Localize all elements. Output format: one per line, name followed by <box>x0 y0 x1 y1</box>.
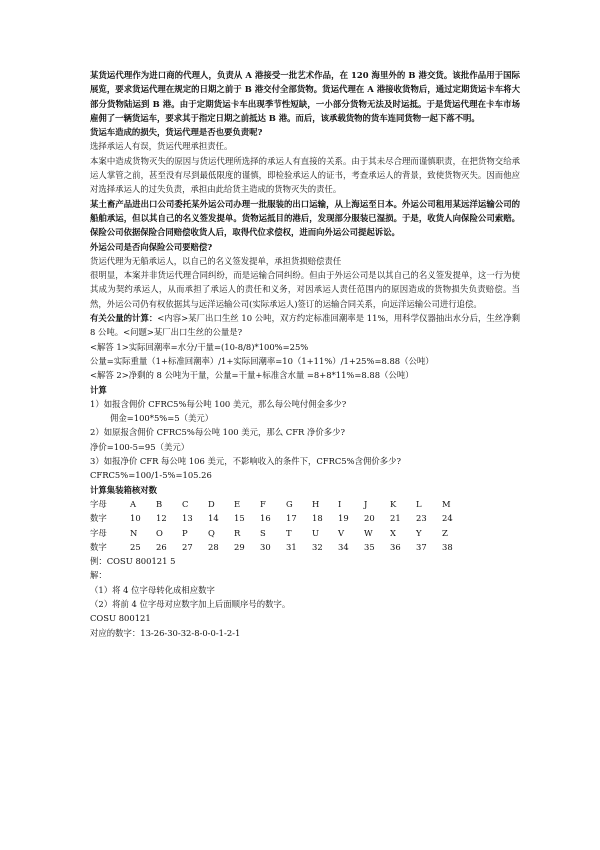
table-cell: 25 <box>130 541 141 552</box>
case2-question: 外运公司是否向保险公司要赔偿? <box>90 241 213 252</box>
table-cell: 13 <box>182 513 193 524</box>
commission-q1: 1）如报含佣价 CFRC5%每公吨 100 美元，那么每公吨付佣金多少? <box>90 398 347 409</box>
table-cell: X <box>390 527 396 538</box>
table-cell: K <box>390 498 397 509</box>
letter-row <box>90 526 468 540</box>
table-cell: 36 <box>390 541 401 552</box>
table-cell: U <box>312 527 320 538</box>
document-page <box>90 68 520 640</box>
table-cell: W <box>364 527 373 538</box>
table-cell: C <box>182 498 189 509</box>
table-cell: 37 <box>416 541 427 552</box>
table-cell: 26 <box>156 541 167 552</box>
weight-calc-intro-text: <内容>某厂出口生丝 10 公吨，双方约定标准回潮率是 11%，用科学仪器抽出水分后，生丝净剩 8 公吨。<问题>某厂出口生丝的公量是? <box>90 313 520 338</box>
case2-body: 某土畜产品进出口公司委托某外运公司办理一批服装的出口运输，从上海运至日本。外运公司租用某远洋运输公司的船舶承运，但以其自己的名义签发提单。货物运抵目的港后，发现部分服装已湿损。于是，收货人向保险公司索赔。保险公司依据保险合同赔偿收货人后，取得代位求偿权，进而向外运公司提起诉讼。 <box>90 198 520 238</box>
table-cell: 30 <box>260 541 271 552</box>
table-cell: L <box>416 498 422 509</box>
table-cell: 12 <box>156 513 167 524</box>
row-label: 字母 <box>90 498 107 509</box>
table-cell: R <box>234 527 241 538</box>
case2-answer: 货运代理为无船承运人，以自己的名义签发提单，承担货损赔偿责任 <box>90 255 342 266</box>
table-cell: 35 <box>364 541 375 552</box>
commission-calc-heading: 计算 <box>90 384 107 395</box>
table-cell: H <box>312 498 320 509</box>
table-cell: D <box>208 498 215 509</box>
container-solution-label: 解： <box>90 570 107 581</box>
table-cell: 19 <box>338 513 349 524</box>
table-cell: 14 <box>208 513 219 524</box>
number-row <box>90 511 468 525</box>
table-cell: 23 <box>416 513 427 524</box>
case1-body: 某货运代理作为进口商的代理人，负责从 A 港接受一批艺术作品，在 120 海里外的 B 港交货。该批作品用于国际展览，要求货运代理在规定的日期之前于 B 港交付全部货物。货运代理在 A 港接收货物后，通过定期货运卡车将大部分货物陆运到 B 港。由于定期货运卡车出现季节性短缺，一小部分货物无法及时运抵。于是货运代理在卡车市场雇佣了一辆货运车，要求其于指定日期之前抵达 B 港。而后，该承载货物的货车连同货物一起下落不明。 <box>90 70 520 123</box>
weight-calc-line1: <解答 1>实际回潮率=水分/干量=(10-8/8)*100%=25% <box>90 341 309 352</box>
row-label: 数字 <box>90 513 107 524</box>
case1-answer: 选择承运人有误，货运代理承担责任。 <box>90 141 233 152</box>
case1-analysis: 本案中造成货物灭失的原因与货运代理所选择的承运人有直接的关系。由于其未尽合理而谨慎职责，在把货物交给承运人掌管之前，甚至没有尽到最低限度的谨慎，即检验承运人的证书，考查承运人的背景，致使货物灭失。因而他应对选择承运人的过失负责，承担由此给货主造成的货物灭失的责任。 <box>90 155 520 195</box>
commission-a3: CFRC5%=100/1-5%=105.26 <box>90 470 212 481</box>
table-cell: A <box>130 498 137 509</box>
commission-a2: 净价=100-5=95（美元） <box>90 441 190 452</box>
container-example: 例：COSU 800121 5 <box>90 556 176 567</box>
table-cell: 17 <box>286 513 297 524</box>
table-cell: Y <box>416 527 422 538</box>
table-cell: 10 <box>130 513 141 524</box>
table-cell: 34 <box>338 541 349 552</box>
table-cell: N <box>130 527 138 538</box>
letter-number-table <box>90 497 468 554</box>
table-cell: O <box>156 527 163 538</box>
commission-a1: 佣金=100*5%=5（美元） <box>110 413 214 424</box>
table-cell: P <box>182 527 188 538</box>
table-cell: B <box>156 498 163 509</box>
table-cell: T <box>286 527 292 538</box>
number-row <box>90 540 468 554</box>
table-cell: V <box>338 527 345 538</box>
container-check-heading: 计算集装箱核对数 <box>90 484 157 495</box>
table-cell: 18 <box>312 513 323 524</box>
table-cell: 16 <box>260 513 271 524</box>
container-code: COSU 800121 <box>90 613 151 624</box>
table-cell: 27 <box>182 541 193 552</box>
table-cell: Q <box>208 527 215 538</box>
container-step1: （1）将 4 位字母转化成相应数字 <box>90 584 215 595</box>
case2-analysis: 很明显，本案并非货运代理合同纠纷，而是运输合同纠纷。但由于外运公司是以其自己的名义签发提单，这一行为使其成为契约承运人，从而承担了承运人的责任和义务，对因承运人责任范围内的原因造成的货物损失负责赔偿。当然，外运公司仍有权依据其与远洋运输公司(实际承运人)签订的运输合同关系，向远洋运输公司进行追偿。 <box>90 270 520 309</box>
table-cell: 29 <box>234 541 245 552</box>
row-label: 数字 <box>90 541 107 552</box>
table-cell: 28 <box>208 541 219 552</box>
letter-row <box>90 497 468 511</box>
table-cell: 21 <box>390 513 401 524</box>
weight-calc-intro <box>90 311 520 340</box>
table-cell: 31 <box>286 541 297 552</box>
table-cell: 20 <box>364 513 375 524</box>
weight-calc-heading: 有关公量的计算： <box>90 313 158 324</box>
table-cell: E <box>234 498 241 509</box>
letter-table-body <box>90 497 468 554</box>
table-cell: 24 <box>442 513 453 524</box>
table-cell: S <box>260 527 266 538</box>
table-cell: F <box>260 498 266 509</box>
commission-q2: 2）如原报含佣价 CFRC5%每公吨 100 美元，那么 CFR 净价多少? <box>90 427 345 438</box>
container-digits: 对应的数字：13-26-30-32-8-0-0-1-2-1 <box>90 627 241 638</box>
table-cell: M <box>442 498 451 509</box>
table-cell: I <box>338 498 342 509</box>
table-cell: J <box>364 498 368 509</box>
case1-question: 货运车造成的损失，货运代理是否也要负责呢? <box>90 127 263 138</box>
container-step2: （2）将前 4 位字母对应数字加上后面顺序号的数字。 <box>90 598 291 609</box>
table-cell: 32 <box>312 541 323 552</box>
row-label: 字母 <box>90 527 107 538</box>
weight-calc-line3: <解答 2>净剩的 8 公吨为干量，公量=干量+标准含水量 =8+8*11%=8.88（公吨） <box>90 370 414 381</box>
table-cell: G <box>286 498 293 509</box>
commission-q3: 3）如报净价 CFR 每公吨 106 美元，不影响收入的条件下，CFRC5%含佣价多少? <box>90 456 401 467</box>
table-cell: 15 <box>234 513 245 524</box>
table-cell: Z <box>442 527 448 538</box>
weight-calc-line2: 公量=实际重量（1+标准回潮率）/1+实际回潮率=10（1+11%）/1+25%=8.88（公吨） <box>90 355 434 366</box>
table-cell: 38 <box>442 541 453 552</box>
